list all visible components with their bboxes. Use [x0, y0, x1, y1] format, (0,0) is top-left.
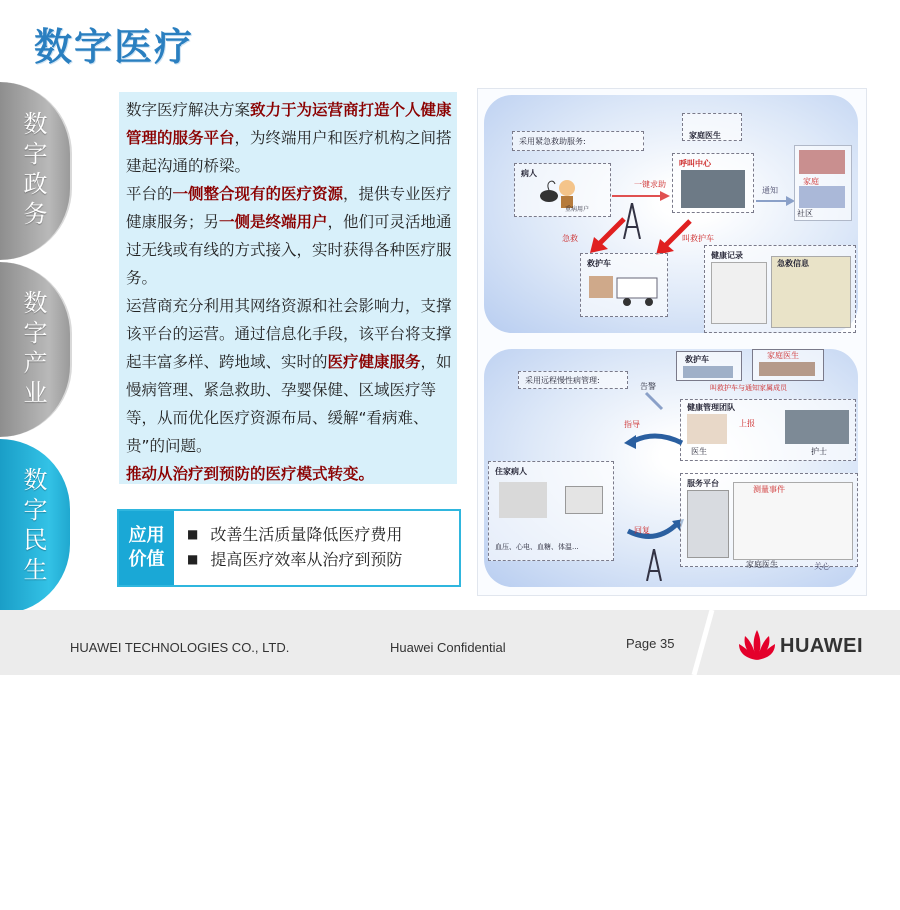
service-platform-box: 服务平台 测量事件 [680, 473, 858, 567]
page-number: Page 35 [626, 636, 675, 651]
call-center-photo [681, 170, 745, 208]
tower-icon [644, 549, 664, 581]
home-device-photo [499, 482, 547, 518]
record-sheet [711, 262, 767, 324]
doctor-photo [687, 414, 727, 444]
huawei-logo [738, 628, 876, 664]
page-title: 数字医疗 [34, 25, 195, 69]
community-photo [799, 186, 845, 208]
application-value-list [179, 523, 402, 573]
family-community-box: 家庭 社区 [794, 145, 852, 221]
arrow-down-icon [642, 389, 666, 413]
family-doctor-box: 家庭医生 [682, 113, 742, 141]
huawei-wordmark: HUAWEI [780, 635, 863, 657]
arrow-down-left-icon [588, 215, 628, 255]
health-record-box: 健康记录 急救信息 [704, 245, 856, 333]
ambulance-photo [683, 366, 733, 378]
health-team-box: 健康管理团队 医生 上报 护士 [680, 399, 856, 461]
family-doctor-small-box: 家庭医生 [752, 349, 824, 381]
description-conclusion: 推动从治疗到预防的医疗模式转变。 [126, 465, 375, 483]
description-paragraph: 平台的一侧整合现有的医疗资源，提供专业医疗健康服务；另一侧是终端用户，他们可灵活地通过无线或有线的方式接入，实时获得各种医疗服务。 [126, 185, 452, 287]
arrow-right-icon [756, 195, 796, 207]
side-tab-label: 数字政务 [19, 111, 47, 231]
application-value-box [117, 509, 461, 587]
description-panel [119, 92, 457, 484]
ambulance-small-box: 救护车 [676, 351, 742, 381]
curved-arrow-icon [624, 429, 684, 451]
emergency-rescue-panel: 采用紧急救助服务: 家庭医生 病人 重病用户 呼叫中心 一键求助 通知 家庭 社区 急救 叫救护车 救护车 健康记录 急救信息 [484, 95, 858, 333]
family-photo [799, 150, 845, 174]
description-paragraph: 运营商充分利用其网络资源和社会影响力，支撑该平台的运营。通过信息化手段，该平台将支撑起丰富多样、跨地域、实时的医疗健康服务，如慢病管理、紧急救助、孕婴保健、区域医疗等等，从而优化医疗资源布局、缓解“看病难、贵”的问题。 [126, 297, 452, 455]
service-tag-box: 采用远程慢性病管理: [518, 371, 628, 389]
call-center-box: 呼叫中心 [672, 153, 754, 213]
monitor-device [565, 486, 603, 514]
nurse-photo [785, 410, 849, 444]
side-tab-digital-industry[interactable] [0, 262, 72, 437]
home-patient-box: 住家病人 血压、心电、血糖、体温... [488, 461, 614, 561]
description-paragraph: 数字医疗解决方案致力于为运营商打造个人健康管理的服务平台，为终端用户和医疗机构之间搭建起沟通的桥梁。 [126, 101, 452, 175]
side-tab-digital-government[interactable] [0, 82, 72, 260]
chronic-disease-panel: 采用远程慢性病管理: 救护车 家庭医生 告警 叫救护车与通知家属成员 健康管理团队 医生 上报 护士 指导 住家病人 血压、心电、血糖、体温... 回复 服务平台 测量事件 家庭医生 关心 [484, 349, 858, 587]
footer-divider [690, 610, 720, 910]
huawei-petal-icon [738, 628, 776, 662]
service-tag-box: 采用紧急救助服务: [512, 131, 644, 151]
list-item: ■ 改善生活质量降低医疗费用 [179, 523, 402, 548]
application-value-label: 应用 价值 [119, 511, 174, 585]
arrow-right-icon [612, 189, 672, 203]
side-tab-label: 数字民生 [19, 466, 47, 587]
platform-screen [733, 482, 853, 560]
list-item: ■ 提高医疗效率从治疗到预防 [179, 548, 402, 573]
footer-company: HUAWEI TECHNOLOGIES CO., LTD. [70, 640, 290, 655]
medical-service-diagram [477, 88, 867, 596]
family-photo [759, 362, 815, 376]
ambulance-box: 救护车 [580, 253, 668, 317]
side-tab-label: 数字产业 [19, 289, 47, 410]
side-tab-digital-livelihood[interactable] [0, 439, 70, 614]
patient-box: 病人 重病用户 [514, 163, 611, 217]
footer-confidential: Huawei Confidential [390, 640, 506, 655]
ambulance-icon [587, 272, 659, 308]
server-rack [687, 490, 729, 558]
